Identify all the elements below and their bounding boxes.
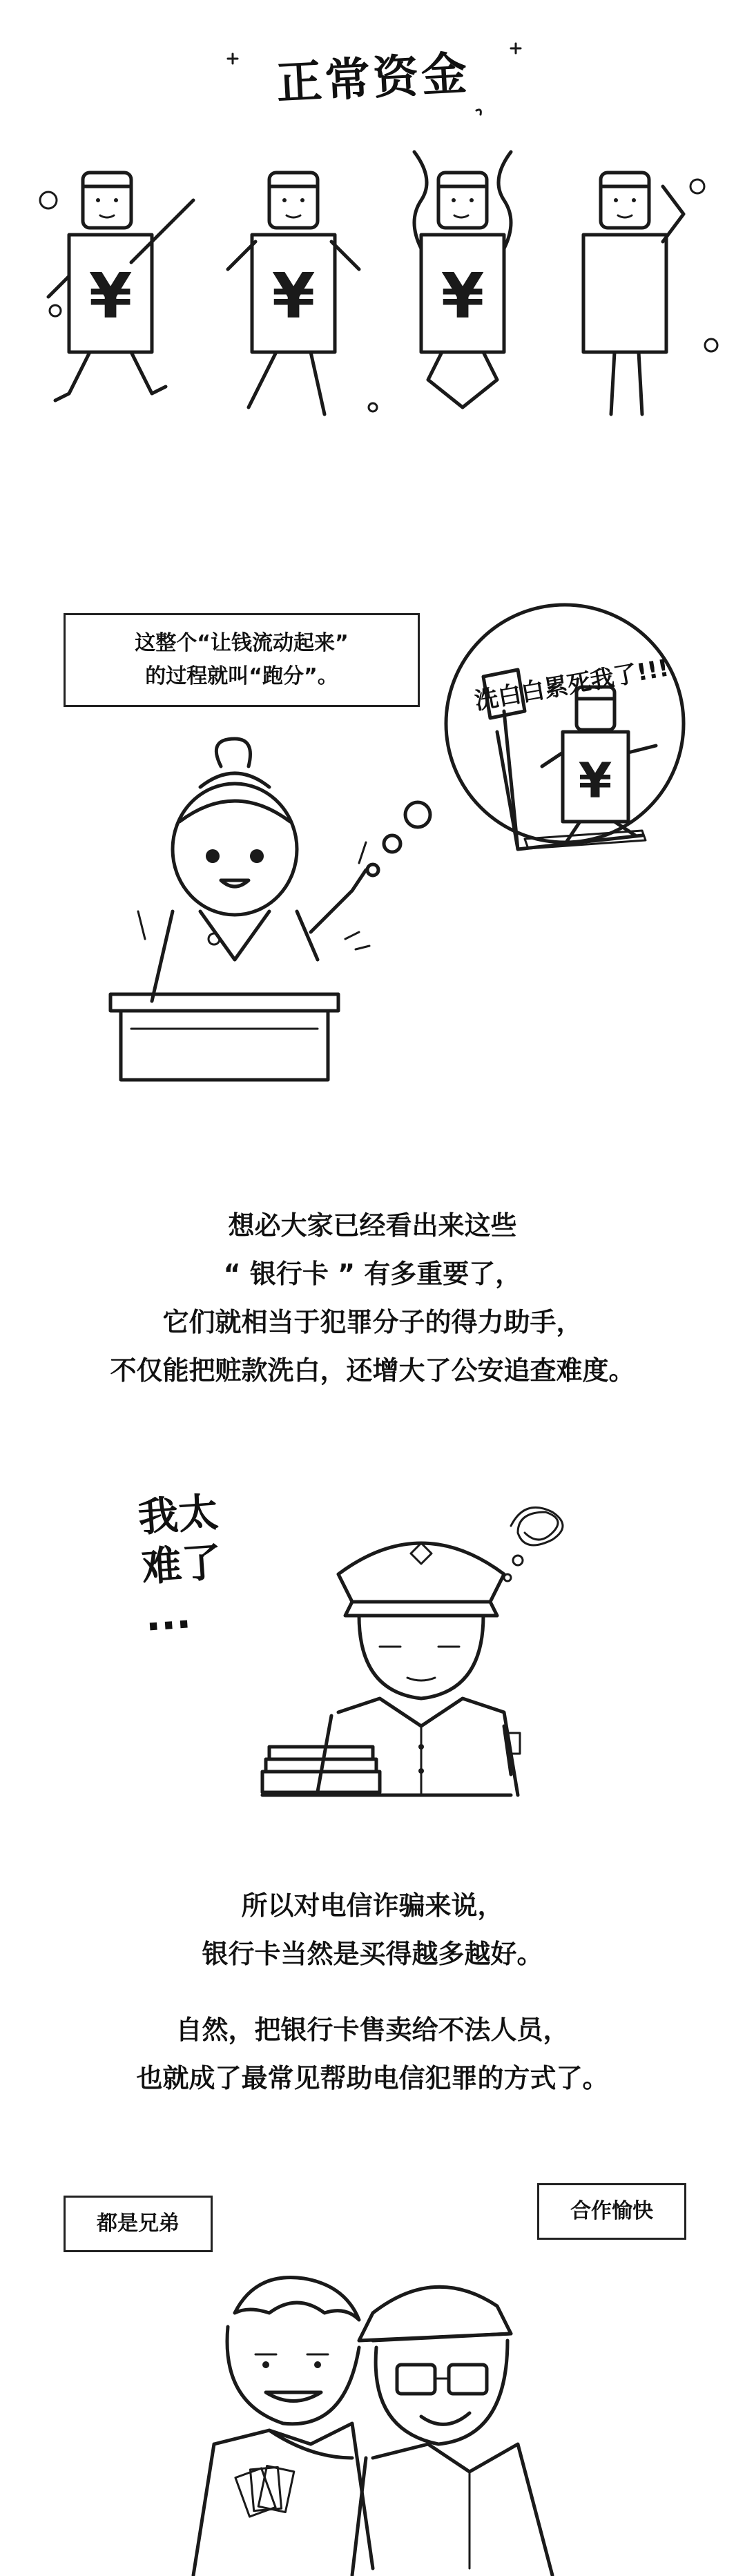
label-right: 合作愉快 bbox=[537, 2183, 686, 2240]
bubble-handwritten-text: 洗白白累死我了!!! bbox=[472, 654, 671, 716]
explanation-paragraph-1 bbox=[0, 1201, 745, 1395]
paragraph-line: “ 银行卡 ” 有多重要了， bbox=[223, 1259, 522, 1289]
money-man-4 bbox=[552, 159, 711, 428]
yuan-symbol-icon: ¥ bbox=[578, 753, 612, 809]
panel-title: 正常资金 bbox=[275, 46, 472, 110]
cash-fan-icon bbox=[235, 2466, 294, 2517]
yuan-symbol-icon: ¥ bbox=[441, 260, 485, 333]
paragraph-line: 它们就相当于犯罪分子的得力助手， bbox=[162, 1307, 583, 1337]
label-left: 都是兄弟 bbox=[64, 2196, 213, 2252]
yuan-symbol-icon: ¥ bbox=[88, 260, 133, 333]
exclamation-line: ... bbox=[143, 1590, 193, 1640]
panel-brothers bbox=[0, 2161, 745, 2576]
explanation-paragraph-3 bbox=[0, 2006, 745, 2102]
caption-line: 这整个“让钱流动起来” bbox=[135, 631, 349, 655]
paragraph-line: 也就成了最常见帮助电信犯罪的方式了。 bbox=[136, 2063, 609, 2093]
paragraph-line: 不仅能把赃款洗白，还增大了公安追查难度。 bbox=[110, 1355, 635, 1386]
paragraph-line: 银行卡当然是买得越多越好。 bbox=[202, 1939, 543, 1969]
scribble-icon bbox=[504, 1507, 563, 1581]
panel-normal-funds bbox=[0, 0, 745, 442]
podium bbox=[104, 987, 394, 1091]
yuan-symbol-icon: ¥ bbox=[271, 260, 316, 333]
paragraph-line: 所以对电信诈骗来说， bbox=[241, 1890, 504, 1921]
panel-police-officer bbox=[0, 1464, 745, 1809]
money-man-2 bbox=[214, 159, 380, 428]
desk-line bbox=[262, 1792, 525, 1799]
money-man-3 bbox=[380, 145, 545, 428]
exclamation-line: 难了 bbox=[139, 1538, 224, 1591]
caption-line: 的过程就叫“跑分”。 bbox=[145, 664, 338, 688]
yuan-symbol-icon: ¥ bbox=[603, 260, 647, 333]
money-man-1 bbox=[41, 159, 207, 428]
exclamation-line: 我太 bbox=[136, 1489, 220, 1542]
paragraph-line: 想必大家已经看出来这些 bbox=[228, 1210, 517, 1241]
paragraph-line: 自然，把银行卡售卖给不法人员， bbox=[175, 2015, 570, 2045]
explanation-paragraph-2 bbox=[0, 1881, 745, 1978]
panel-running-points bbox=[0, 566, 745, 1091]
two-men-figures bbox=[186, 2251, 573, 2575]
